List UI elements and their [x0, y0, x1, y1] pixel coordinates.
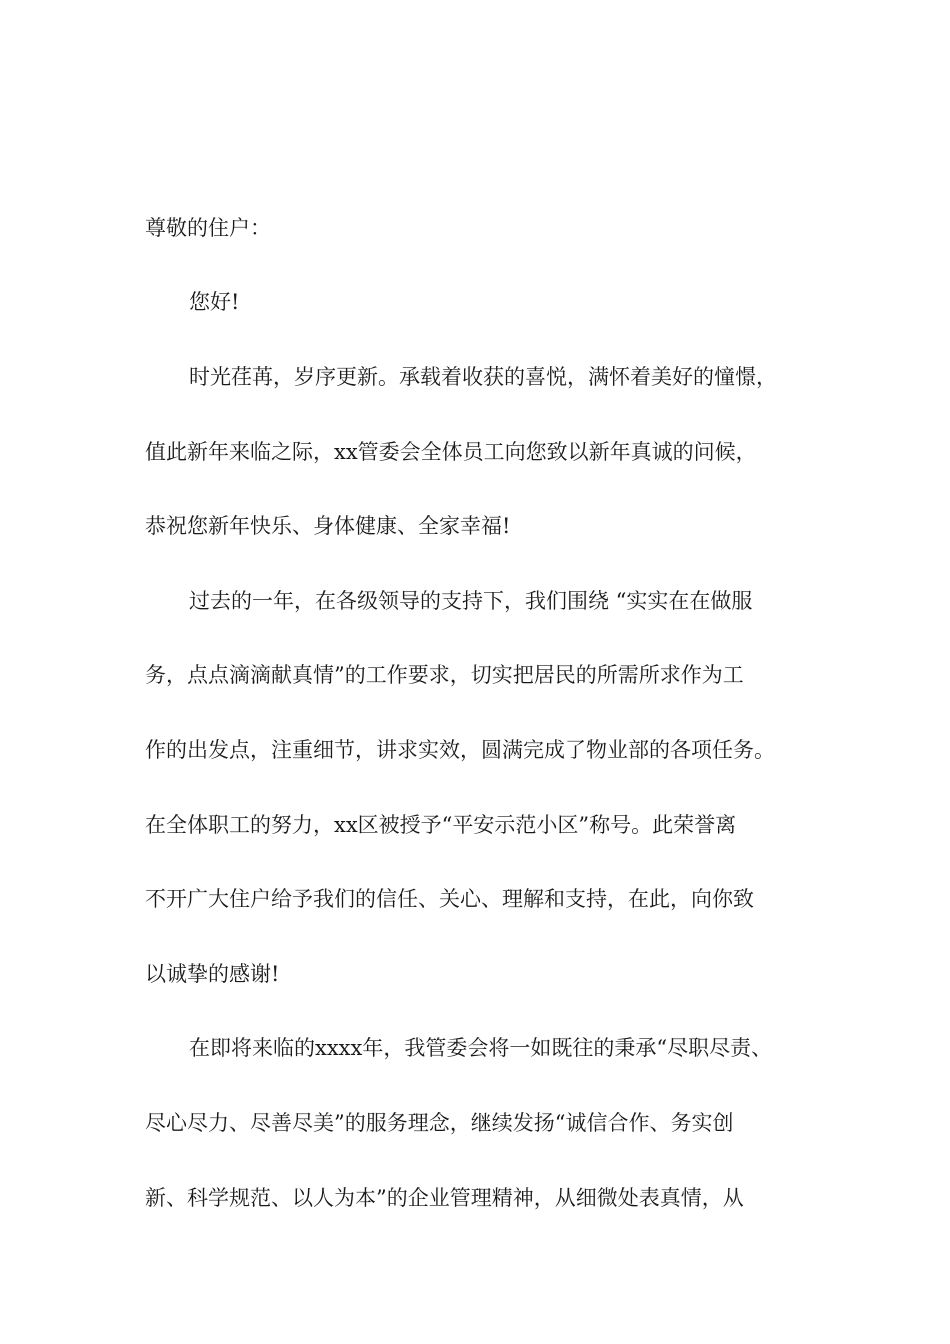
paragraph-1-line-2: 值此新年来临之际，xx管委会全体员工向您致以新年真诚的问候， — [145, 440, 757, 464]
paragraph-3-line-3: 新、科学规范、以人为本”的企业管理精神，从细微处表真情，从 — [145, 1186, 744, 1210]
salutation: 尊敬的住户： — [145, 216, 271, 240]
paragraph-2-line-5: 不开广大住户给予我们的信任、关心、理解和支持，在此，向你致 — [145, 887, 754, 911]
greeting: 您好! — [189, 290, 240, 314]
paragraph-2-line-1: 过去的一年，在各级领导的支持下，我们围绕 “实实在在做服 — [189, 589, 753, 613]
paragraph-2-line-4: 在全体职工的努力，xx区被授予“平安示范小区”称号。此荣誉离 — [145, 813, 737, 837]
paragraph-2-line-6: 以诚挚的感谢! — [145, 962, 280, 986]
paragraph-1-line-1: 时光荏苒，岁序更新。承载着收获的喜悦，满怀着美好的憧憬， — [189, 365, 777, 389]
paragraph-2-line-2: 务，点点滴滴献真情”的工作要求，切实把居民的所需所求作为工 — [145, 663, 744, 687]
paragraph-1-line-3: 恭祝您新年快乐、身体健康、全家幸福! — [145, 514, 511, 538]
paragraph-2-line-3: 作的出发点，注重细节，讲求实效，圆满完成了物业部的各项任务。 — [145, 738, 775, 762]
paragraph-3-line-1: 在即将来临的xxxx年，我管委会将一如既往的秉承“尽职尽责、 — [189, 1036, 773, 1060]
paragraph-3-line-2: 尽心尽力、尽善尽美”的服务理念，继续发扬“诚信合作、务实创 — [145, 1111, 734, 1135]
